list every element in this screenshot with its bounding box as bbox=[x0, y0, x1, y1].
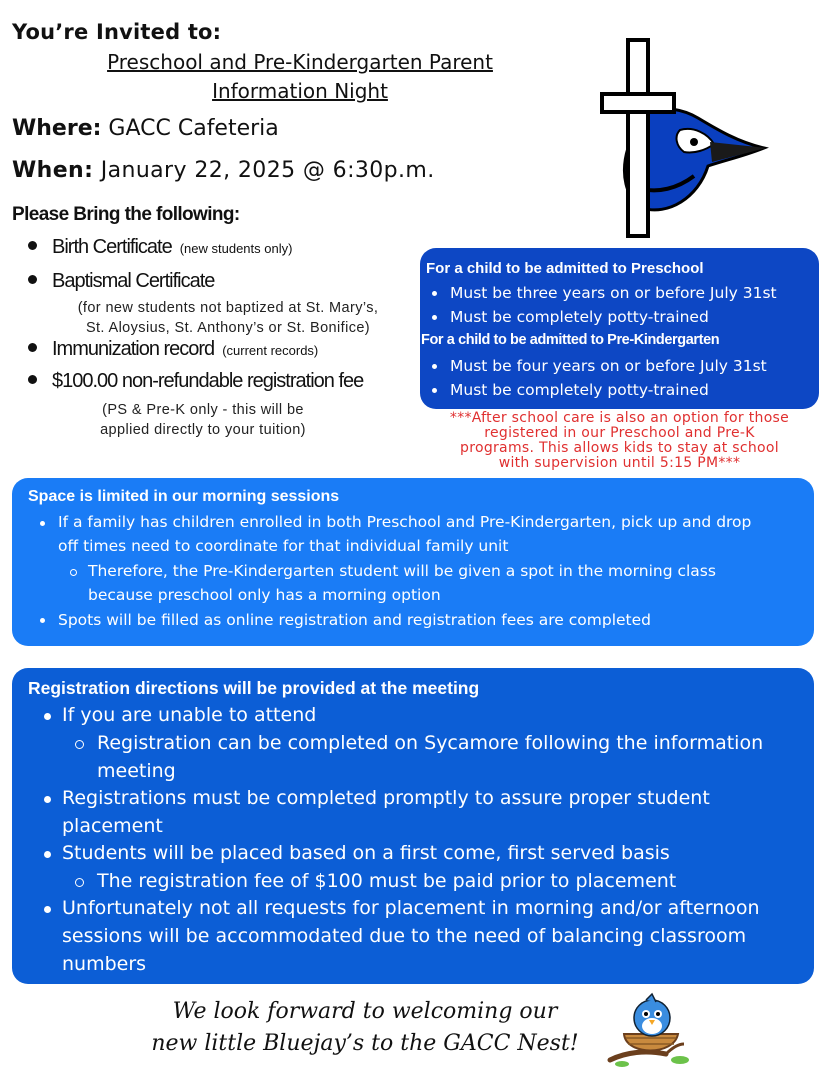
list-item bbox=[28, 370, 363, 393]
bullet-text: If you are unable to attend bbox=[62, 704, 317, 726]
preschool-heading: For a child to be admitted to Preschool bbox=[426, 260, 704, 277]
event-title bbox=[60, 48, 540, 106]
bullet-icon bbox=[44, 851, 51, 858]
list-item bbox=[28, 236, 292, 259]
sub-bullet-text: meeting bbox=[97, 760, 176, 782]
when-value: January 22, 2025 @ 6:30p.m. bbox=[100, 158, 435, 183]
where-label: Where: bbox=[12, 116, 102, 141]
where-value: GACC Cafeteria bbox=[108, 116, 279, 141]
item-label: Baptismal Certificate bbox=[52, 270, 215, 292]
sub-bullet-icon bbox=[70, 569, 77, 576]
bullet-icon bbox=[44, 713, 51, 720]
bullet-text: Students will be placed based on a first come, first served basis bbox=[62, 842, 670, 864]
bullet-text: Unfortunately not all requests for placement in morning and/or afternoon bbox=[62, 897, 760, 919]
note-line: (for new students not baptized at St. Mary’s, bbox=[77, 300, 379, 316]
cross-bluejay-logo bbox=[598, 38, 770, 240]
event-title-line1: Preschool and Pre-Kindergarten Parent bbox=[107, 50, 493, 74]
where-line bbox=[12, 116, 279, 141]
when-label: When: bbox=[12, 158, 94, 183]
bullet-icon bbox=[40, 618, 45, 623]
admission-box bbox=[420, 248, 819, 409]
bullet-icon bbox=[432, 388, 437, 393]
footer-line: We look forward to welcoming our bbox=[172, 999, 558, 1024]
sub-bullet-icon bbox=[75, 878, 84, 887]
bullet-icon bbox=[28, 375, 37, 384]
note-line: ***After school care is also an option for those bbox=[449, 410, 790, 426]
item-text: Must be completely potty-trained bbox=[450, 381, 709, 399]
bullet-icon bbox=[432, 315, 437, 320]
sub-bullet-text: Registration can be completed on Sycamore following the information bbox=[97, 732, 764, 754]
bullet-icon bbox=[28, 343, 37, 352]
note-line: applied directly to your tuition) bbox=[100, 422, 306, 438]
bullet-text: sessions will be accommodated due to the need of balancing classroom bbox=[62, 925, 747, 947]
space-box bbox=[12, 478, 814, 646]
sub-bullet-icon bbox=[75, 740, 84, 749]
bullet-text: off times need to coordinate for that individual family unit bbox=[58, 537, 509, 555]
space-heading: Space is limited in our morning sessions bbox=[28, 488, 340, 505]
registration-heading: Registration directions will be provided at the meeting bbox=[28, 678, 480, 698]
registration-box bbox=[12, 668, 814, 984]
bullet-icon bbox=[432, 364, 437, 369]
bullet-text: numbers bbox=[62, 953, 147, 975]
list-item bbox=[432, 284, 777, 302]
note-line: programs. This allows kids to stay at school bbox=[460, 440, 779, 456]
bullet-text: placement bbox=[62, 815, 163, 837]
note-line: St. Aloysius, St. Anthony’s or St. Bonifice) bbox=[85, 320, 371, 336]
when-line bbox=[12, 158, 435, 183]
bullet-icon bbox=[432, 291, 437, 296]
note-line: registered in our Preschool and Pre-K bbox=[484, 425, 755, 441]
list-item bbox=[432, 308, 709, 326]
note-line: with supervision until 5:15 PM*** bbox=[498, 455, 741, 471]
bring-heading: Please Bring the following: bbox=[12, 204, 240, 225]
bullet-icon bbox=[28, 275, 37, 284]
bluejay-nest-icon bbox=[606, 990, 698, 1070]
sub-bullet-text: because preschool only has a morning option bbox=[88, 586, 441, 604]
item-note: (new students only) bbox=[179, 241, 293, 256]
item-label: Birth Certificate bbox=[52, 236, 172, 258]
bullet-text: Registrations must be completed promptly to assure proper student bbox=[62, 787, 710, 809]
bullet-icon bbox=[44, 906, 51, 913]
item-note: (current records) bbox=[222, 343, 319, 358]
bullet-text: Spots will be filled as online registration and registration fees are completed bbox=[58, 611, 652, 629]
note-line: (PS & Pre-K only - this will be bbox=[102, 402, 304, 418]
footer-line: new little Bluejay’s to the GACC Nest! bbox=[151, 1031, 579, 1056]
item-text: Must be three years on or before July 31st bbox=[450, 284, 777, 302]
bullet-text: If a family has children enrolled in both Preschool and Pre-Kindergarten, pick up and drop bbox=[58, 513, 752, 531]
item-note bbox=[58, 400, 348, 440]
sub-bullet-text: The registration fee of $100 must be paid prior to placement bbox=[97, 870, 677, 892]
item-text: Must be four years on or before July 31st bbox=[450, 357, 767, 375]
invited-heading: You’re Invited to: bbox=[12, 20, 222, 44]
sub-bullet-text: Therefore, the Pre-Kindergarten student will be given a spot in the morning class bbox=[88, 562, 716, 580]
list-item bbox=[28, 270, 214, 293]
after-school-note bbox=[420, 411, 819, 471]
item-text: Must be completely potty-trained bbox=[450, 308, 709, 326]
bullet-icon bbox=[44, 796, 51, 803]
item-label: Immunization record bbox=[52, 338, 215, 360]
footer-message bbox=[130, 996, 600, 1060]
list-item bbox=[432, 381, 709, 399]
event-title-line2: Information Night bbox=[212, 79, 388, 103]
item-label: $100.00 non-refundable registration fee bbox=[52, 370, 364, 392]
list-item bbox=[432, 357, 767, 375]
prek-heading: For a child to be admitted to Pre-Kindergarten bbox=[421, 332, 720, 348]
bullet-icon bbox=[40, 521, 45, 526]
list-item bbox=[28, 338, 318, 361]
bullet-icon bbox=[28, 241, 37, 250]
item-note bbox=[46, 298, 410, 338]
